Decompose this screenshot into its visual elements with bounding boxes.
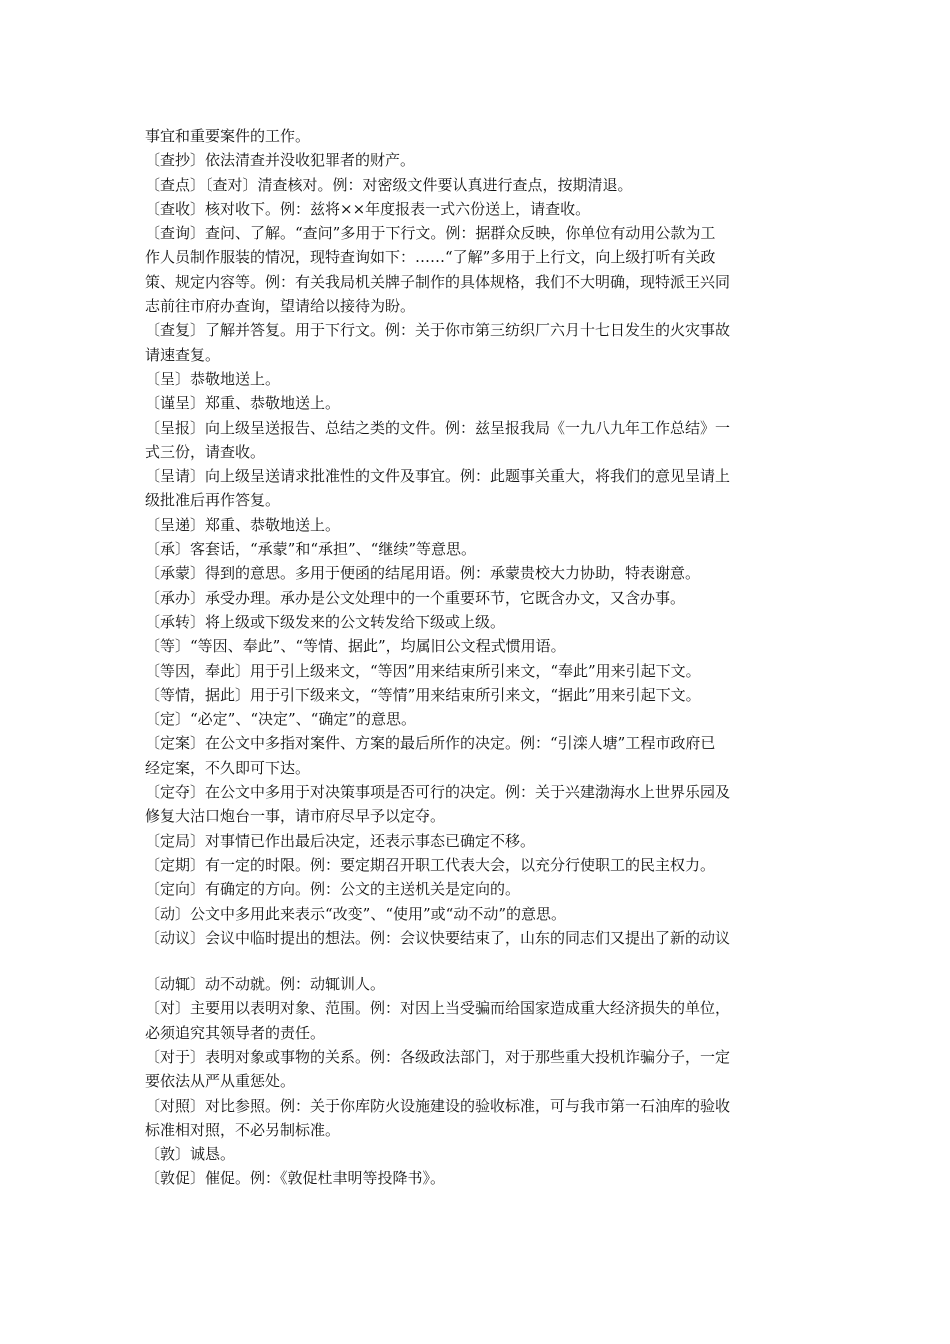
text-line: 〔呈报〕向上级呈送报告、总结之类的文件。例：兹呈报我局《一九八九年工作总结》一 xyxy=(145,418,731,437)
text-line: 〔承转〕将上级或下级发来的公文转发给下级或上级。 xyxy=(145,612,506,631)
text-line: 〔承〕客套话，“承蒙”和“承担”、“继续”等意思。 xyxy=(145,540,477,559)
text-line: 级批准后再作答复。 xyxy=(145,491,281,510)
text-line: 要依法从严从重惩处。 xyxy=(145,1072,296,1091)
text-line: 〔呈请〕向上级呈送请求批准性的文件及事宜。例：此题事关重大，将我们的意见呈请上 xyxy=(145,467,731,486)
text-line: 〔查复〕了解并答复。用于下行文。例：关于你市第三纺织厂六月十七日发生的火灾事故 xyxy=(145,321,731,340)
text-line: 〔动〕公文中多用此来表示“改变”、“使用”或“动不动”的意思。 xyxy=(145,904,567,923)
text-line: 标准相对照，不必另制标准。 xyxy=(145,1120,341,1139)
text-line: 〔敦促〕催促。例：《敦促杜聿明等投降书》。 xyxy=(145,1169,446,1188)
text-line: 〔定〕“必定”、“决定”、“确定”的意思。 xyxy=(145,710,417,729)
text-line: 〔敦〕诚恳。 xyxy=(145,1145,236,1164)
text-line: 〔查点〕〔查对〕清查核对。例：对密级文件要认真进行查点，按期清退。 xyxy=(145,175,633,194)
text-line: 〔对于〕表明对象或事物的关系。例：各级政法部门，对于那些重大投机诈骗分子，一定 xyxy=(145,1047,731,1066)
document-body xyxy=(145,124,810,1191)
text-line: 经定案，不久即可下达。 xyxy=(145,758,311,777)
text-line: 〔呈〕恭敬地送上。 xyxy=(145,369,281,388)
text-line: 〔呈递〕郑重、恭敬地送上。 xyxy=(145,515,341,534)
text-line: 〔等因，奉此〕用于引上级来文，“等因”用来结束所引来文，“奉此”用来引起下文。 xyxy=(145,661,701,680)
text-line: 〔查询〕查问、了解。“查问”多用于下行文。例：据群众反映，你单位有动用公款为工 xyxy=(145,224,716,243)
text-line: 〔动辄〕动不动就。例：动辄训人。 xyxy=(145,975,386,994)
text-line: 〔承蒙〕得到的意思。多用于便函的结尾用语。例：承蒙贵校大力协助，特表谢意。 xyxy=(145,564,701,583)
blank-line xyxy=(145,950,810,972)
text-line: 事宜和重要案件的工作。 xyxy=(145,127,311,145)
text-line: 〔查抄〕依法清查并没收犯罪者的财产。 xyxy=(145,151,416,170)
text-line: 请速查复。 xyxy=(145,345,221,364)
text-line: 〔承办〕承受办理。承办是公文处理中的一个重要环节，它既含办文，又含办事。 xyxy=(145,588,686,607)
text-line: 〔定案〕在公文中多指对案件、方案的最后所作的决定。例：“引滦人塘”工程市政府已 xyxy=(145,734,716,753)
text-line: 〔动议〕会议中临时提出的想法。例：会议快要结束了，山东的同志们又提出了新的动议 xyxy=(145,928,731,947)
text-line: 修复大沽口炮台一事，请市府尽早予以定夺。 xyxy=(145,807,446,826)
text-line: 〔等情，据此〕用于引下级来文，“等情”用来结束所引来文，“据此”用来引起下文。 xyxy=(145,685,701,704)
text-line: 〔对照〕对比参照。例：关于你库防火设施建设的验收标准，可与我市第一石油库的验收 xyxy=(145,1096,731,1115)
text-line: 〔对〕主要用以表明对象、范围。例：对因上当受骗而给国家造成重大经济损失的单位， xyxy=(145,999,731,1018)
text-line: 志前往市府办查询，望请给以接待为盼。 xyxy=(145,297,416,316)
text-line: 〔查收〕核对收下。例：兹将××年度报表一式六份送上，请查收。 xyxy=(145,199,591,218)
text-line: 作人员制作服装的情况，现特查询如下：……“了解”多用于上行文，向上级打听有关政 xyxy=(145,248,716,267)
text-line: 〔定向〕有确定的方向。例：公文的主送机关是定向的。 xyxy=(145,880,521,899)
text-line: 〔定夺〕在公文中多用于对决策事项是否可行的决定。例：关于兴建渤海水上世界乐园及 xyxy=(145,783,731,802)
text-line: 必须追究其领导者的责任。 xyxy=(145,1023,326,1042)
text-line: 〔谨呈〕郑重、恭敬地送上。 xyxy=(145,394,341,413)
text-line: 式三份，请查收。 xyxy=(145,442,266,461)
text-line: 〔等〕“等因、奉此”、“等情、据此”，均属旧公文程式惯用语。 xyxy=(145,637,566,656)
text-line: 策、规定内容等。例：有关我局机关牌子制作的具体规格，我们不大明确，现特派王兴同 xyxy=(145,272,731,291)
text-line: 〔定期〕有一定的时限。例：要定期召开职工代表大会，以充分行使职工的民主权力。 xyxy=(145,855,716,874)
text-line: 〔定局〕对事情已作出最后决定，还表示事态已确定不移。 xyxy=(145,831,536,850)
